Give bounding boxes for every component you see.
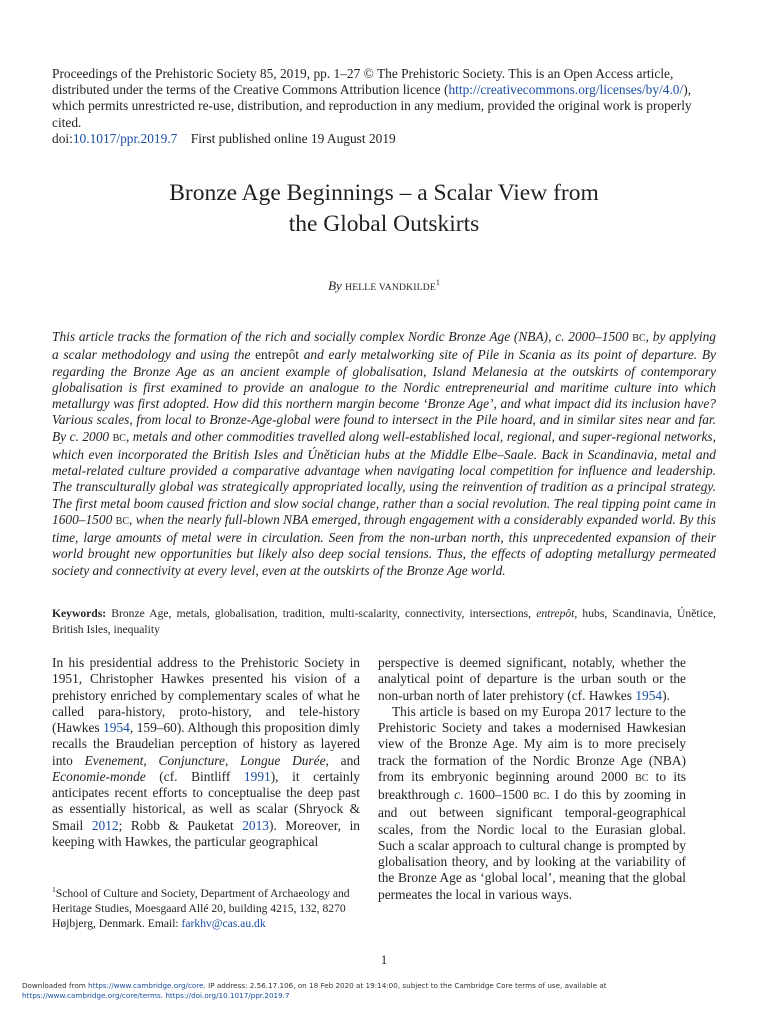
body-text: This article is based on my Europa 2017 lecture to the Prehistoric Society and takes a modernised Hawkesian view of the Bronze Age. My aim is to more precisely track the formation of the Nordic Bronze Age (NBA) from its embryonic beginning around 2000 — [378, 703, 686, 784]
body-text: to its breakthrough — [378, 768, 687, 802]
terms-link[interactable]: https://www.cambridge.org/core/terms — [22, 991, 161, 1001]
body-text: , and — [325, 752, 360, 768]
abstract-text: This article tracks the formation of the rich and socially complex Nordic Bronze Age (NBA), c. 2000–1500 — [52, 329, 633, 344]
author-name: HELLE VANDKILDE — [345, 282, 436, 293]
body-paragraph — [378, 704, 686, 903]
abstract — [52, 329, 716, 579]
body-term: Conjuncture — [158, 752, 225, 768]
header-line2: article, distributed under the terms of the Creative Commons Attribution licence ( — [52, 66, 674, 98]
era-abbr: BC — [533, 791, 547, 802]
download-text: . IP address: 2.56.17.106, on 18 Feb 2020 at 19:14:00, subject to the Cambridge Core terms of use, available at — [203, 981, 607, 990]
body-text: ), it certainly anticipates recent efforts to conceptualise the deep past as essentially historical, as well as scalar (Shryock & Smail — [52, 768, 360, 833]
body-text: , — [224, 752, 241, 768]
body-text: , — [143, 752, 159, 768]
header-line1: Proceedings of the Prehistoric Society 85, 2019, pp. 1–27 © The Prehistoric Society. This is an Open Access — [52, 66, 634, 81]
body-text: , 159–60). Although this proposition dimly recalls the Braudelian perception of history as layered into — [52, 720, 360, 768]
download-notice — [22, 981, 762, 1001]
journal-header — [52, 66, 716, 147]
abstract-text: and early metalworking site of Pile in Scania as its point of departure. By regarding the Bronze Age as an ancient example of globalisation, Island Melanesia at the outskirts of contemporary globalisation is first examined to provide an analogue to the Nordic entrepreneurial and maritime culture into which metallurgy was first adopted. How did this northern margin become ‘Bronze Age’, and what impact did its inclusion have? Various scales, from local to Bronze-Age-global were found to intersect in the Pile hoard, and in similar sites near and far. By c. 2000 — [52, 347, 716, 444]
body-text: . 1600–1500 — [460, 787, 534, 802]
doi-label: doi: — [52, 130, 73, 146]
header-line3: ), which permits unrestricted re-use, distribution, and reproduction in any medium, provided the original work is properly cited. — [52, 82, 692, 130]
keywords-list: , hubs, Scandinavia, Únětice, British Isles, inequality — [52, 607, 717, 636]
body-text: . I do this by zooming in and out between significant temporal-geographical scales, from the Nordic local to the Eurasian global. Such a scalar approach to cultural change is prompted by globalisation theory, and by looking at the variability of the Bronze Age as ‘global local’, meaning that the global permeates the local in various ways. — [378, 787, 686, 902]
core-link[interactable]: https://www.cambridge.org/core — [88, 981, 204, 990]
body-term: Evenement — [84, 752, 144, 768]
keywords-label: Keywords: — [52, 607, 107, 620]
reference-link[interactable]: 1991 — [243, 768, 271, 784]
era-abbr: BC — [112, 432, 126, 444]
doi-url-link[interactable]: https://doi.org/10.1017/ppr.2019.7 — [165, 991, 290, 1001]
era-abbr: BC — [115, 515, 129, 527]
era-abbr: BC — [632, 333, 646, 344]
body-term: Economie-monde — [52, 768, 146, 784]
body-text: ). — [662, 687, 670, 703]
byline — [52, 278, 716, 294]
abstract-term: entrepôt — [255, 347, 299, 363]
keyword-term: entrepôt — [536, 607, 575, 620]
era-abbr: BC — [635, 772, 649, 784]
title-line1: Bronze Age Beginnings – a Scalar View from — [169, 180, 599, 206]
body-term: Longue Durée — [240, 752, 326, 768]
body-column-right — [378, 655, 686, 903]
abstract-text: , by applying a scalar methodology and using the — [52, 329, 716, 363]
reference-link[interactable]: 1954 — [635, 687, 663, 703]
body-term: c — [454, 787, 461, 802]
license-link[interactable]: http://creativecommons.org/licenses/by/4.0/ — [448, 82, 684, 98]
keywords — [52, 606, 716, 637]
body-paragraph — [52, 655, 360, 850]
body-paragraph — [378, 655, 686, 704]
body-text: perspective is deemed significant, notably, whether the analytical point of departure is the urban south or the non-urban north of later prehistory (cf. Hawkes — [378, 655, 686, 703]
body-text: ). Moreover, in keeping with Hawkes, the particular geographical — [52, 817, 360, 849]
reference-link[interactable]: 2012 — [91, 817, 119, 833]
body-text: ; Robb & Pauketat — [118, 817, 243, 833]
email-link[interactable]: farkhv@cas.au.dk — [181, 917, 266, 930]
by-label: By — [328, 278, 342, 293]
body-text: In his presidential address to the Prehistoric Society in 1951, Christopher Hawkes presented his vision of a prehistory enriched by complementary scales of what he called para-history, proto-history, and tele-history (Hawkes — [52, 655, 360, 735]
download-text: . — [160, 991, 166, 1001]
published-date: First published online 19 August 2019 — [190, 130, 396, 146]
keywords-list: Bronze Age, metals, globalisation, tradition, multi-scalarity, connectivity, intersections, — [111, 607, 537, 620]
page-number: 1 — [380, 952, 388, 967]
doi-link[interactable]: 10.1017/ppr.2019.7 — [72, 130, 178, 146]
footnote-mark: 1 — [52, 885, 56, 894]
author-footnote-mark[interactable]: 1 — [435, 278, 440, 287]
body-text: (cf. Bintliff — [145, 768, 244, 784]
article-title — [52, 178, 716, 240]
abstract-text: , when the nearly full-blown NBA emerged, through engagement with a considerably expanded world. By this time, large amounts of metal were in circulation. Seen from the non-urban north, this unprecedented expansion of their world brought new opportunities but likely also deep social tensions. Thus, the effects of adopting metallurgy permeated society and connectivity at every level, even at the outskirts of the Bronze Age world. — [52, 511, 716, 578]
reference-link[interactable]: 1954 — [103, 720, 130, 735]
reference-link[interactable]: 2013 — [242, 817, 269, 833]
title-line2: the Global Outskirts — [288, 211, 480, 237]
abstract-text: , metals and other commodities travelled along well-established local, regional, and super-regional networks, which even incorporated the British Isles and Únětician hubs at the Middle Elbe–Saale. Back in Scandinavia, metal and metal-related culture provided a comparative advantage when navigating local competition for influence and leadership. The transculturally global was strategically appropriated locally, using the reinvention of tradition as a principal strategy. The first metal boom caused friction and slow social change, rather than a social revolution. The real tipping point came in 1600–1500 — [52, 428, 716, 527]
body-column-left — [52, 655, 360, 850]
download-text: Downloaded from — [22, 981, 89, 990]
footnote-text: School of Culture and Society, Department of Archaeology and Heritage Studies, Moesgaard Allé 20, building 4215, 132, 8270 Højbjerg, Denmark. Email: — [52, 887, 350, 930]
footnote — [52, 882, 360, 931]
